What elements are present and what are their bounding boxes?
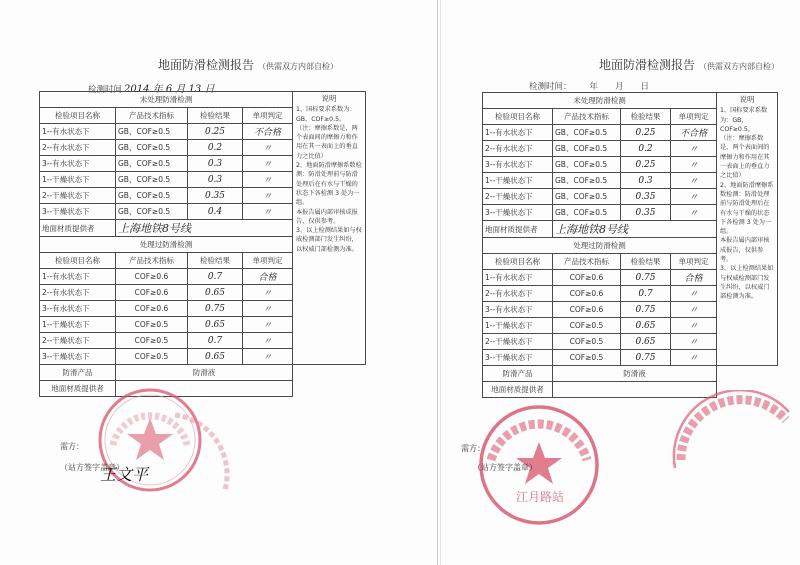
result-cell: 0.65	[621, 334, 671, 350]
verdict-cell: 〃	[671, 141, 717, 157]
seal-station-name: 江月路站	[516, 490, 565, 504]
verdict-cell: 〃	[243, 172, 293, 188]
note-5: 3、以上检测结果如与权威检测部门发生纠纷，以权威门部检测为准。	[720, 265, 774, 301]
product-row	[40, 365, 366, 381]
result-cell: 0.35	[621, 205, 671, 221]
result-cell: 0.65	[621, 318, 671, 334]
item-cell: 1--有水状态下	[40, 124, 116, 140]
result-cell: 0.75	[621, 350, 671, 366]
note-3: 2、地面防滑摩擦系数检测：防滑处理前与防滑处理后在有水与干燥的状态下各检测 3 处为一组。	[720, 181, 774, 236]
report-title-note: （供需双方内部自检）	[258, 62, 339, 71]
spec-cell: GB、COF≥0.5	[116, 156, 188, 172]
inspection-date-blank: 年 月 日	[589, 82, 650, 92]
note-2: （注：摩擦系数是，两个表面间的摩擦力和作用在其一表面上的垂直力之比值）	[296, 124, 358, 160]
verdict-cell: 〃	[243, 140, 293, 156]
verdict-cell: 〃	[671, 157, 717, 173]
column-header: 检验结果	[621, 254, 671, 270]
red-seal-right	[671, 390, 791, 470]
item-cell: 2--干燥状态下	[40, 333, 116, 349]
column-header: 产品技术指标	[553, 109, 621, 125]
item-cell: 1--干燥状态下	[40, 317, 116, 333]
product-value: 防滑液	[553, 366, 717, 382]
result-cell: 0.7	[621, 286, 671, 302]
verdict-cell: 〃	[671, 173, 717, 189]
column-header: 检验项目名称	[483, 254, 553, 270]
result-cell: 0.75	[188, 301, 243, 317]
spec-cell: GB、COF≥0.5	[116, 140, 188, 156]
spec-cell: COF≥0.5	[553, 334, 621, 350]
item-cell: 2--干燥状态下	[483, 189, 553, 205]
result-cell: 0.65	[188, 317, 243, 333]
item-cell: 3--干燥状态下	[40, 204, 116, 220]
result-cell: 0.3	[188, 156, 243, 172]
spec-cell: GB、COF≥0.5	[116, 188, 188, 204]
item-cell: 1--有水状态下	[40, 269, 116, 285]
notes-header: 说明	[321, 94, 337, 103]
report-title	[158, 56, 338, 73]
spec-cell: GB、COF≥0.5	[553, 157, 621, 173]
spec-cell: COF≥0.5	[553, 350, 621, 366]
column-header: 单项判定	[243, 108, 293, 124]
inspection-date-handwritten: 2014 年 6 月 13 日	[124, 84, 215, 95]
verdict-cell: 〃	[243, 301, 293, 317]
result-cell: 0.3	[188, 172, 243, 188]
result-cell: 0.7	[188, 269, 243, 285]
item-cell: 3--有水状态下	[483, 157, 553, 173]
supplier-handwritten: 上海地铁8号线	[116, 220, 293, 237]
product-label: 防滑产品	[40, 365, 116, 381]
spec-cell: GB、COF≥0.5	[116, 204, 188, 220]
note-4: 本报告属内部审核成报告，仅供参考。	[296, 208, 358, 225]
column-header: 产品技术指标	[116, 253, 188, 269]
spec-cell: GB、COF≥0.5	[553, 205, 621, 221]
verdict-cell: 不合格	[243, 124, 293, 140]
item-cell: 3--干燥状态下	[483, 205, 553, 221]
handwritten-signature: 王文平	[100, 465, 149, 484]
item-cell: 2--有水状态下	[483, 141, 553, 157]
spec-cell: GB、COF≥0.5	[116, 124, 188, 140]
item-cell: 2--干燥状态下	[40, 188, 116, 204]
result-cell: 0.75	[621, 302, 671, 318]
spec-cell: COF≥0.5	[116, 349, 188, 365]
column-header: 检验结果	[188, 253, 243, 269]
column-header: 检验项目名称	[40, 253, 116, 269]
column-header: 单项判定	[671, 109, 717, 125]
spec-cell: COF≥0.6	[553, 270, 621, 286]
result-cell: 0.2	[621, 141, 671, 157]
verdict-cell: 〃	[243, 188, 293, 204]
verdict-cell: 不合格	[671, 125, 717, 141]
note-5: 3、以上检测结果如与权威检测部门发生纠纷，以权威门部检测为准。	[296, 227, 362, 253]
notes-panel	[293, 92, 366, 365]
product-value: 防滑液	[116, 365, 293, 381]
item-cell: 2--有水状态下	[483, 286, 553, 302]
spec-cell: COF≥0.6	[116, 285, 188, 301]
item-cell: 2--干燥状态下	[483, 334, 553, 350]
verdict-cell: 合格	[671, 270, 717, 286]
verdict-cell: 〃	[671, 334, 717, 350]
spec-cell: GB、COF≥0.5	[553, 141, 621, 157]
item-cell: 1--有水状态下	[483, 125, 553, 141]
verdict-cell: 〃	[243, 349, 293, 365]
item-cell: 3--有水状态下	[40, 301, 116, 317]
result-cell: 0.65	[188, 349, 243, 365]
verdict-cell: 〃	[243, 317, 293, 333]
signature-sublabel: （站方签字盖章）	[60, 463, 124, 472]
spec-cell: COF≥0.5	[116, 333, 188, 349]
spec-cell: GB、COF≥0.5	[116, 172, 188, 188]
note-3: 2、地面防滑摩擦系数检测：防滑处理前与防滑处理后在有水与干燥的状态下各检测 3 处为一组。	[296, 162, 362, 207]
verdict-cell: 〃	[671, 286, 717, 302]
spec-cell: COF≥0.5	[116, 317, 188, 333]
column-header: 产品技术指标	[553, 254, 621, 270]
supplier-label: 地面材质提供者	[483, 221, 553, 238]
column-header: 单项判定	[243, 253, 293, 269]
result-cell: 0.25	[188, 124, 243, 140]
item-cell: 3--干燥状态下	[483, 350, 553, 366]
verdict-cell: 〃	[671, 302, 717, 318]
item-cell: 2--有水状态下	[40, 285, 116, 301]
result-cell: 0.65	[188, 285, 243, 301]
result-cell: 0.3	[621, 173, 671, 189]
report-title-text: 地面防滑检测报告	[599, 58, 696, 72]
item-cell: 3--有水状态下	[483, 302, 553, 318]
section-untreated-title: 未处理防滑检测	[483, 93, 717, 109]
spec-cell: GB、COF≥0.5	[553, 189, 621, 205]
result-cell: 0.2	[188, 140, 243, 156]
verdict-cell: 〃	[671, 205, 717, 221]
verdict-cell: 〃	[243, 156, 293, 172]
supplier-label: 地面材质提供者	[40, 220, 116, 237]
section-treated-title: 处理过防滑检测	[483, 238, 717, 254]
report-title-note: （供需双方内部自检）	[699, 62, 780, 71]
note-1: 1、国标要求系数为：GB，COF≥0.5。	[296, 106, 356, 123]
section-treated-title: 处理过防滑检测	[40, 237, 293, 253]
note-4: 本报告属内部审核成报告，仅供参考。	[720, 237, 770, 264]
inspection-date-label: 检测时间：	[529, 82, 572, 92]
column-header: 检验结果	[188, 108, 243, 124]
spec-cell: COF≥0.6	[553, 302, 621, 318]
item-cell: 1--干燥状态下	[483, 318, 553, 334]
verdict-cell: 〃	[243, 285, 293, 301]
report-title-text: 地面防滑检测报告	[158, 58, 255, 72]
column-header: 检验项目名称	[40, 108, 116, 124]
column-header: 检验项目名称	[483, 109, 553, 125]
spec-cell: COF≥0.6	[116, 269, 188, 285]
verdict-cell: 〃	[243, 204, 293, 220]
result-cell: 0.75	[621, 270, 671, 286]
inspection-date	[529, 80, 649, 92]
verdict-cell: 〃	[671, 318, 717, 334]
inspection-date-label: 检测时间	[88, 85, 123, 95]
result-cell: 0.25	[621, 125, 671, 141]
item-cell: 3--干燥状态下	[40, 349, 116, 365]
verdict-cell: 〃	[671, 350, 717, 366]
section-untreated-title: 未处理防滑检测	[40, 92, 293, 108]
report-sheet-right	[440, 0, 800, 565]
column-header: 检验结果	[621, 109, 671, 125]
item-cell: 2--有水状态下	[40, 140, 116, 156]
item-cell: 1--有水状态下	[483, 270, 553, 286]
notes-panel	[717, 93, 778, 366]
signature-label: 需方：	[461, 444, 485, 453]
spec-cell: GB、COF≥0.5	[553, 173, 621, 189]
signature-label: 需方：	[60, 442, 84, 451]
verdict-cell: 〃	[243, 333, 293, 349]
spec-cell: GB、COF≥0.5	[553, 125, 621, 141]
supplier-label: 地面材质提供者	[40, 381, 116, 397]
supplier-handwritten: 上海地铁8号线	[553, 221, 717, 238]
notes-header: 说明	[739, 95, 755, 104]
result-cell: 0.35	[621, 189, 671, 205]
supplier-label: 地面材质提供者	[483, 382, 553, 398]
signature-sublabel: （站方签字盖章）	[473, 463, 537, 472]
column-header: 产品技术指标	[116, 108, 188, 124]
report-table	[482, 92, 778, 398]
verdict-cell: 〃	[671, 189, 717, 205]
spec-cell: COF≥0.6	[553, 286, 621, 302]
result-cell: 0.35	[188, 188, 243, 204]
result-cell: 0.7	[188, 333, 243, 349]
note-2: （注：摩擦系数是，两个表面间的摩擦力和作用在其一表面上的垂直力之比值）	[720, 135, 770, 180]
result-cell: 0.25	[621, 157, 671, 173]
verdict-cell: 合格	[243, 269, 293, 285]
product-label: 防滑产品	[483, 366, 553, 382]
spec-cell: COF≥0.6	[116, 301, 188, 317]
item-cell: 3--有水状态下	[40, 156, 116, 172]
product-row	[483, 366, 778, 382]
item-cell: 1--干燥状态下	[40, 172, 116, 188]
note-1: 1、国标要求系数为：GB，COF≥0.5。	[720, 107, 768, 133]
result-cell: 0.4	[188, 204, 243, 220]
report-table	[39, 91, 366, 397]
spec-cell: COF≥0.5	[553, 318, 621, 334]
column-header: 单项判定	[671, 254, 717, 270]
item-cell: 1--干燥状态下	[483, 173, 553, 189]
report-title	[599, 56, 779, 73]
red-seal-left-secondary	[170, 410, 230, 500]
